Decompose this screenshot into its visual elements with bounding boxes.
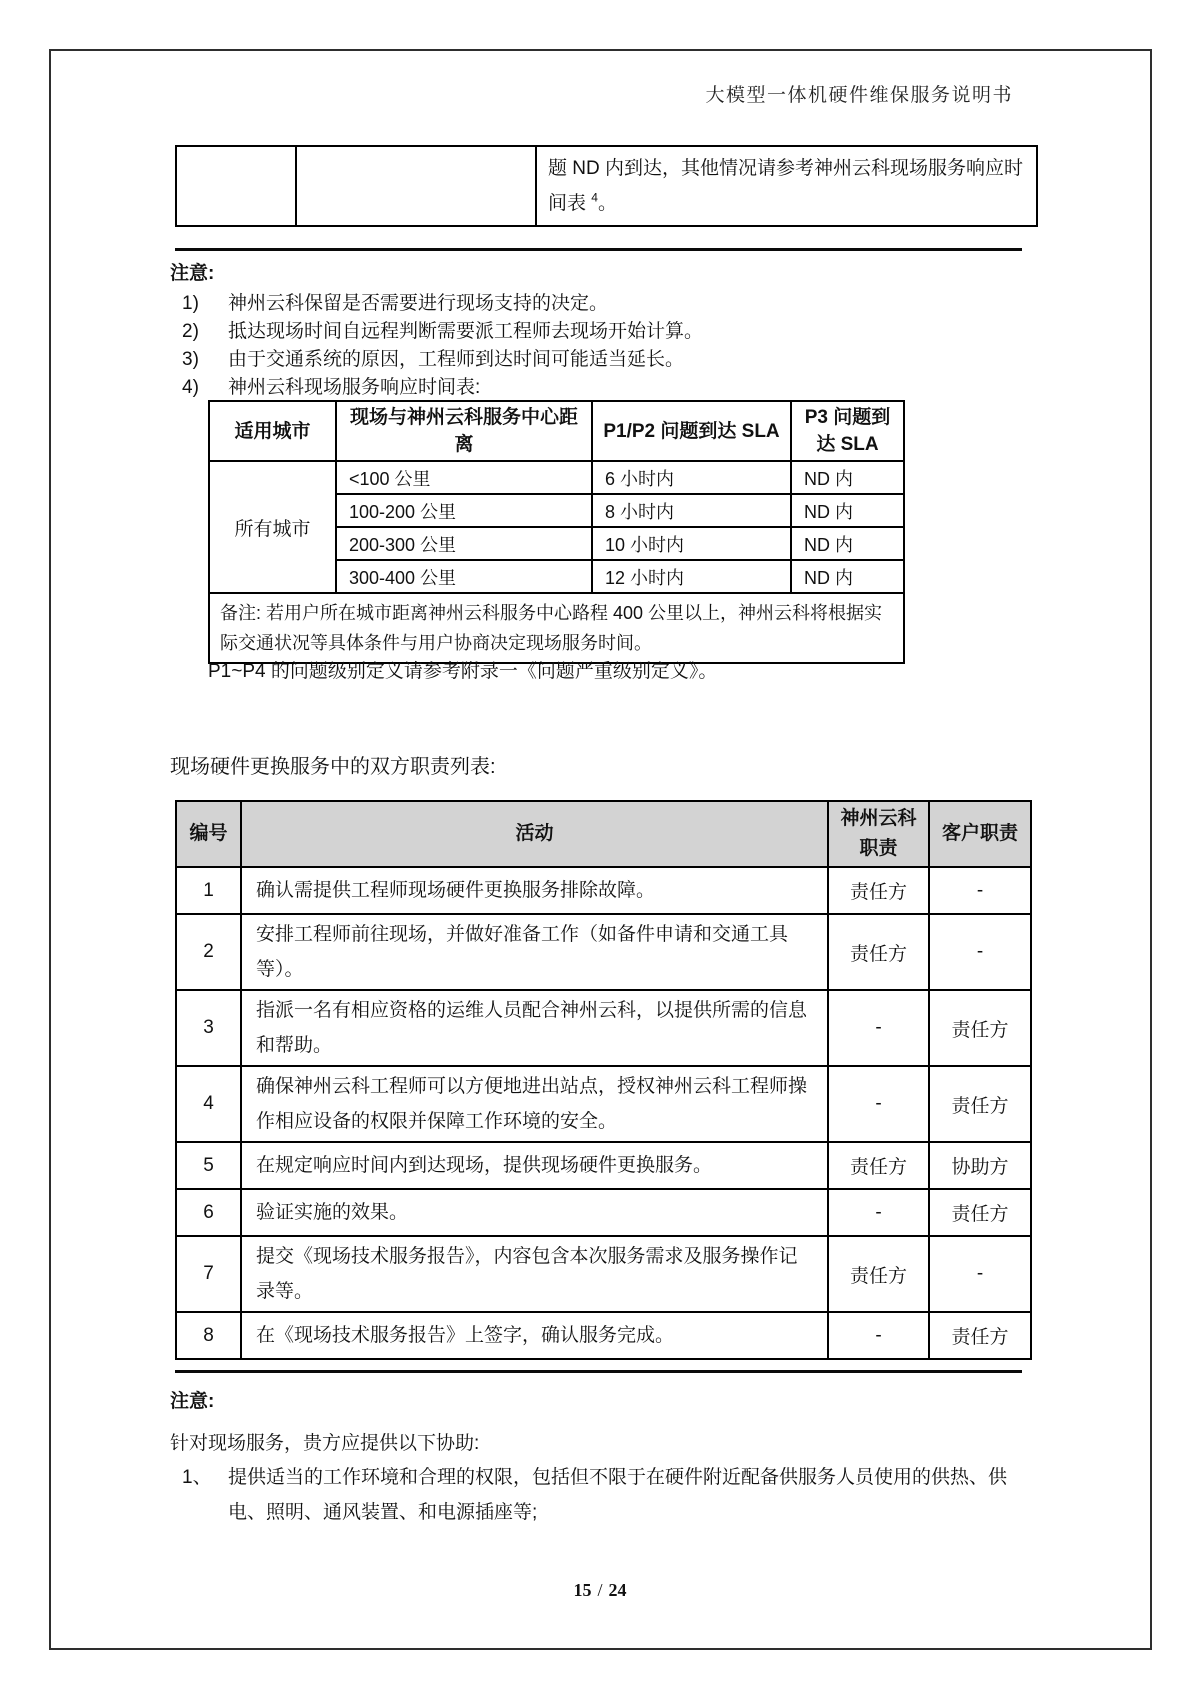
section-title: 现场硬件更换服务中的双方职责列表: [170,756,496,778]
page-footer [0,1580,1200,1601]
resp-cell-activity: 确保神州云科工程师可以方便地进出站点，授权神州云科工程师操作相应设备的权限并保障工作环境的安全。 [241,1066,828,1142]
resp-row [176,1142,1031,1189]
resp-header-vendor: 神州云科职责 [828,801,929,867]
divider-rule-top [175,248,1022,251]
notice-label-2: 注意: [170,1391,215,1412]
resp-cell-activity: 提交《现场技术服务报告》，内容包含本次服务需求及服务操作记录等。 [241,1236,828,1312]
sla-cell-p3: ND 内 [791,461,904,494]
sla-header-p3: P3 问题到达 SLA [791,401,904,461]
sla-header-distance: 现场与神州云科服务中心距离 [336,401,592,461]
resp-cell-vendor: 责任方 [828,1236,929,1312]
sla-cell-p3: ND 内 [791,560,904,593]
resp-cell-customer: 责任方 [929,1312,1031,1359]
list-item-text: 抵达现场时间自远程判断需要派工程师去现场开始计算。 [228,321,704,342]
sla-cell-p1p2: 10 小时内 [592,527,791,560]
sla-cell-distance: 200-300 公里 [336,527,592,560]
resp-row [176,1066,1031,1142]
sla-remark-cell: 备注: 若用户所在城市距离神州云科服务中心路程 400 公里以上，神州云科将根据实际交通状况等具体条件与用户协商决定现场服务时间。 [209,593,904,663]
resp-cell-no: 3 [176,990,241,1066]
notice-list-1 [182,290,703,402]
list-item-text: 神州云科保留是否需要进行现场支持的决定。 [228,293,609,314]
fragment-note-suffix: 。 [597,193,617,214]
sla-header-city: 适用城市 [209,401,336,461]
footnote-marker: 4 [591,190,598,205]
sla-cell-distance: 100-200 公里 [336,494,592,527]
list-item-text: 提供适当的工作环境和合理的权限，包括但不限于在硬件附近配备供服务人员使用的供热、供电、照明、通风装置、和电源插座等; [228,1467,1008,1523]
sla-cell-p3: ND 内 [791,494,904,527]
sla-cell-p3: ND 内 [791,527,904,560]
notice-list-2 [182,1460,1028,1530]
list-item-number: 3) [182,349,199,370]
resp-cell-no: 1 [176,867,241,914]
sla-row [209,461,904,494]
page-number-separator: / [597,1580,603,1600]
resp-cell-activity: 在《现场技术服务报告》上签字，确认服务完成。 [241,1312,828,1359]
sla-cell-p1p2: 12 小时内 [592,560,791,593]
p1p4-definition-note: P1~P4 的问题级别定义请参考附录一《问题严重级别定义》。 [208,661,718,682]
table-row [176,146,1037,226]
list-item [182,318,703,346]
sla-cell-p1p2: 8 小时内 [592,494,791,527]
resp-cell-activity: 确认需提供工程师现场硬件更换服务排除故障。 [241,867,828,914]
list-item [182,1460,1028,1530]
resp-cell-no: 7 [176,1236,241,1312]
divider-rule-bottom [175,1370,1022,1373]
resp-cell-vendor: - [828,1189,929,1236]
fragment-cell-empty-2 [296,146,536,226]
resp-cell-vendor: - [828,990,929,1066]
resp-cell-no: 4 [176,1066,241,1142]
sla-remark-row [209,593,904,663]
list-item [182,374,703,402]
resp-cell-customer: - [929,867,1031,914]
resp-row [176,990,1031,1066]
resp-header-customer: 客户职责 [929,801,1031,867]
resp-cell-no: 6 [176,1189,241,1236]
resp-cell-vendor: 责任方 [828,867,929,914]
resp-row [176,1189,1031,1236]
sla-cell-city-group: 所有城市 [209,461,336,593]
list-item-text: 由于交通系统的原因，工程师到达时间可能适当延长。 [228,349,685,370]
resp-cell-customer: 责任方 [929,1066,1031,1142]
table-header-row [176,801,1031,867]
sla-response-time-table [208,400,905,664]
resp-cell-no: 5 [176,1142,241,1189]
responsibilities-table [175,800,1032,1360]
list-item [182,346,703,374]
sla-cell-distance: 300-400 公里 [336,560,592,593]
resp-cell-activity: 安排工程师前往现场，并做好准备工作（如备件申请和交通工具等）。 [241,914,828,990]
table-header-row [209,401,904,461]
resp-cell-customer: 协助方 [929,1142,1031,1189]
page-number: 15 [573,1580,592,1600]
resp-header-no: 编号 [176,801,241,867]
resp-cell-vendor: 责任方 [828,1142,929,1189]
list-item-number: 1、 [182,1467,212,1488]
resp-cell-activity: 验证实施的效果。 [241,1189,828,1236]
list-item-text: 神州云科现场服务响应时间表: [228,377,481,398]
resp-row [176,1312,1031,1359]
resp-cell-no: 8 [176,1312,241,1359]
list-item-number: 2) [182,321,199,342]
resp-cell-activity: 在规定响应时间内到达现场，提供现场硬件更换服务。 [241,1142,828,1189]
list-item [182,290,703,318]
list-item-number: 4) [182,377,199,398]
continued-table-fragment [175,145,1038,227]
resp-cell-vendor: - [828,1066,929,1142]
resp-cell-customer: - [929,1236,1031,1312]
resp-row [176,1236,1031,1312]
document-header-title: 大模型一体机硬件维保服务说明书 [705,85,1013,106]
resp-cell-customer: 责任方 [929,1189,1031,1236]
list-item-number: 1) [182,293,199,314]
resp-cell-activity: 指派一名有相应资格的运维人员配合神州云科，以提供所需的信息和帮助。 [241,990,828,1066]
resp-row [176,867,1031,914]
sla-cell-p1p2: 6 小时内 [592,461,791,494]
resp-cell-customer: - [929,914,1031,990]
resp-cell-no: 2 [176,914,241,990]
resp-cell-customer: 责任方 [929,990,1031,1066]
fragment-cell-note [536,146,1037,226]
fragment-note-text: 题 ND 内到达，其他情况请参考神州云科现场服务响应时间表 [548,158,1024,214]
sla-cell-distance: <100 公里 [336,461,592,494]
resp-cell-vendor: 责任方 [828,914,929,990]
fragment-cell-empty-1 [176,146,296,226]
sla-header-p1p2: P1/P2 问题到达 SLA [592,401,791,461]
page-total: 24 [608,1580,627,1600]
notice2-intro: 针对现场服务，贵方应提供以下协助: [170,1433,480,1454]
resp-cell-vendor: - [828,1312,929,1359]
resp-row [176,914,1031,990]
notice-label-1: 注意: [170,263,215,284]
resp-header-activity: 活动 [241,801,828,867]
